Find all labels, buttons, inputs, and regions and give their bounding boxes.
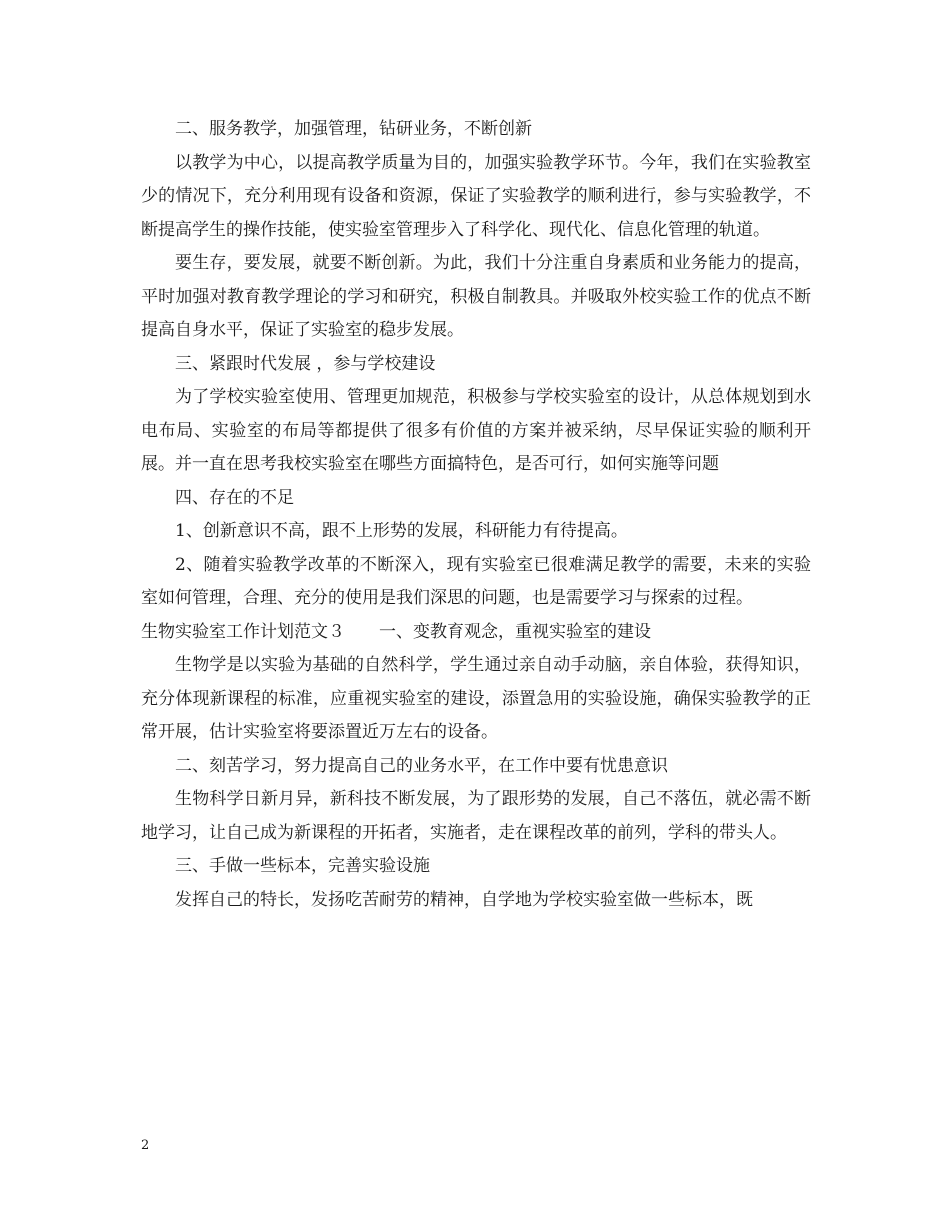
- article-title: 生物实验室工作计划范文３: [141, 621, 345, 642]
- section-heading-three: 三、手做一些标本，完善实验设施: [175, 856, 430, 876]
- page-number: 2: [141, 1138, 150, 1153]
- section-heading-four: 四、存在的不足: [175, 487, 294, 508]
- body-paragraph: 为了学校实验室使用、管理更加规范，积极参与学校实验室的设计，从总体规划到水电布局、实验室的布局等都提供了很多有价值的方案并被采纳，尽早保证实验的顺利开展。并一直在思考我校实验室在哪些方面搞特色，是否可行，如何实施等问题: [141, 387, 811, 474]
- body-paragraph: 生物科学日新月异，新科技不断发展，为了跟形势的发展，自己不落伍，就必需不断地学习，让自己成为新课程的开拓者，实施者，走在课程改革的前列，学科的带头人。: [141, 789, 811, 843]
- body-paragraph: 要生存，要发展，就要不断创新。为此，我们十分注重自身素质和业务能力的提高，平时加强对教育教学理论的学习和研究，积极自制教具。并吸取外校实验工作的优点不断提高自身水平，保证了实验室的稳步发展。: [141, 253, 811, 340]
- section-heading-two: 二、服务教学，加强管理，钻研业务，不断创新: [175, 119, 532, 139]
- section-heading-two: 二、刻苦学习，努力提高自己的业务水平，在工作中要有忧患意识: [175, 755, 668, 776]
- list-item: 1、创新意识不高，跟不上形势的发展，科研能力有待提高。: [175, 521, 628, 541]
- body-paragraph: 以教学为中心，以提高教学质量为目的，加强实验教学环节。今年，我们在实验教室少的情况下，充分利用现有设备和资源，保证了实验教学的顺利进行，参与实验教学，不断提高学生的操作技能，使实验室管理步入了科学化、现代化、信息化管理的轨道。: [141, 152, 811, 240]
- body-paragraph: 生物学是以实验为基础的自然科学，学生通过亲自动手动脑，亲自体验，获得知识，充分体现新课程的标准，应重视实验室的建设，添置急用的实验设施，确保实验教学的正常开展，估计实验室将要添置近万左右的设备。: [141, 655, 811, 742]
- article-first-heading: 一、变教育观念，重视实验室的建设: [379, 621, 651, 642]
- article-title-line: [141, 616, 811, 650]
- section-heading-three: 三、紧跟时代发展 ，参与学校建设: [175, 353, 436, 374]
- document-body: [141, 113, 811, 917]
- body-paragraph: 发挥自己的特长，发扬吃苦耐劳的精神，自学地为学校实验室做一些标本，既: [175, 889, 753, 910]
- list-item: 2、随着实验教学改革的不断深入，现有实验室已很难满足教学的需要，未来的实验室如何管理，合理、充分的使用是我们深思的问题，也是需要学习与探索的过程。: [141, 554, 811, 608]
